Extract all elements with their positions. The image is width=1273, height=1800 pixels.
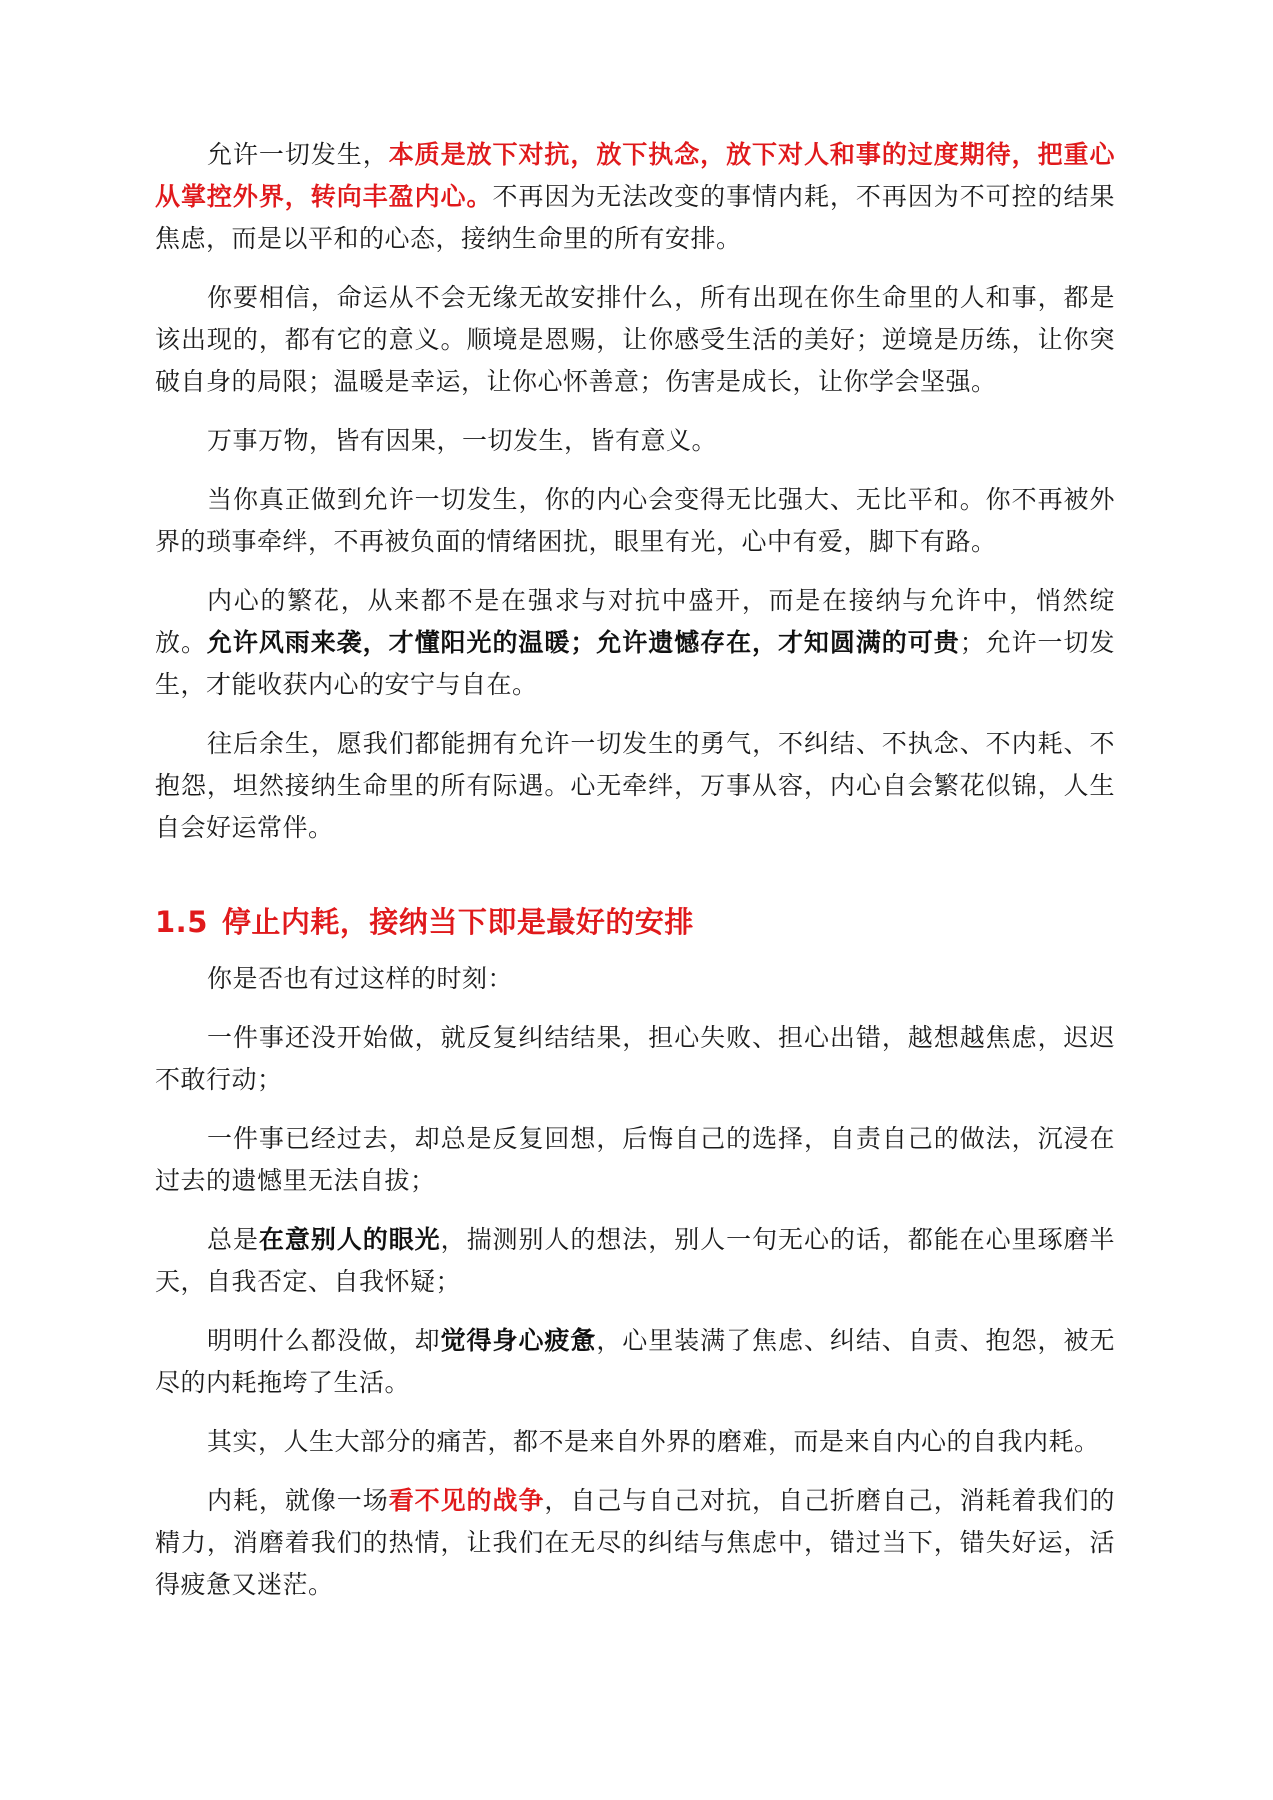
paragraph	[155, 580, 1115, 706]
section-number: 1.5	[155, 905, 208, 939]
text-run: 内耗，就像一场	[207, 1486, 389, 1515]
text-run: 总是	[207, 1225, 259, 1254]
text-run: 不再因为无法改变的事情内耗，不再因为不可控的结果焦虑，而是以平和的心态，接纳生命里的所有安排。	[155, 182, 1115, 253]
paragraph: 你是否也有过这样的时刻：	[207, 964, 514, 993]
bold-text: 允许风雨来袭，才懂阳光的温暖；允许遗憾存在，才知圆满的可贵	[206, 628, 960, 657]
paragraph: 一件事已经过去，却总是反复回想，后悔自己的选择，自责自己的做法，沉浸在过去的遗憾里无法自拔；	[155, 1124, 1115, 1195]
paragraph: 其实，人生大部分的痛苦，都不是来自外界的磨难，而是来自内心的自我内耗。	[207, 1427, 1100, 1456]
bold-text: 在意别人的眼光	[258, 1225, 441, 1254]
paragraph: 万事万物，皆有因果，一切发生，皆有意义。	[207, 426, 718, 455]
text-run: 明明什么都没做，却	[207, 1326, 441, 1355]
section-title: 停止内耗，接纳当下即是最好的安排	[221, 905, 694, 939]
paragraph	[155, 1320, 1115, 1404]
highlighted-text: 看不见的战争	[388, 1486, 545, 1515]
text-run: 内心的繁花，从来都不是在强求与对抗中盛开，而是在接纳与允许中，悄然绽放。	[155, 586, 1115, 657]
text-run: ，心里装满了焦虑、纠结、自责、抱怨，被无尽的内耗拖垮了生活。	[155, 1326, 1115, 1397]
text-run: ，揣测别人的想法，别人一句无心的话，都能在心里琢磨半天，自我否定、自我怀疑；	[155, 1225, 1115, 1296]
paragraph: 你要相信，命运从不会无缘无故安排什么，所有出现在你生命里的人和事，都是该出现的，都有它的意义。顺境是恩赐，让你感受生活的美好；逆境是历练，让你突破自身的局限；温暖是幸运，让你心怀善意；伤害是成长，让你学会坚强。	[155, 283, 1115, 396]
paragraph: 一件事还没开始做，就反复纠结结果，担心失败、担心出错，越想越焦虑，迟迟不敢行动；	[155, 1023, 1115, 1094]
highlighted-text: 本质是放下对抗，放下执念，放下对人和事的过度期待，把重心从掌控外界，转向丰盈内心。	[155, 140, 1115, 211]
text-run: 允许一切发生，	[207, 140, 389, 169]
paragraph: 当你真正做到允许一切发生，你的内心会变得无比强大、无比平和。你不再被外界的琐事牵绊，不再被负面的情绪困扰，眼里有光，心中有爱，脚下有路。	[155, 485, 1115, 556]
paragraph	[155, 1480, 1115, 1606]
section-heading	[155, 900, 1115, 944]
bold-text: 觉得身心疲惫	[440, 1326, 597, 1355]
paragraph	[155, 134, 1115, 260]
text-run: ，自己与自己对抗，自己折磨自己，消耗着我们的精力，消磨着我们的热情，让我们在无尽的纠结与焦虑中，错过当下，错失好运，活得疲惫又迷茫。	[155, 1486, 1115, 1599]
text-run: ；允许一切发生，才能收获内心的安宁与自在。	[155, 628, 1115, 699]
document-page	[155, 134, 1115, 1623]
paragraph: 往后余生，愿我们都能拥有允许一切发生的勇气，不纠结、不执念、不内耗、不抱怨，坦然接纳生命里的所有际遇。心无牵绊，万事从容，内心自会繁花似锦，人生自会好运常伴。	[155, 729, 1115, 842]
paragraph	[155, 1219, 1115, 1303]
